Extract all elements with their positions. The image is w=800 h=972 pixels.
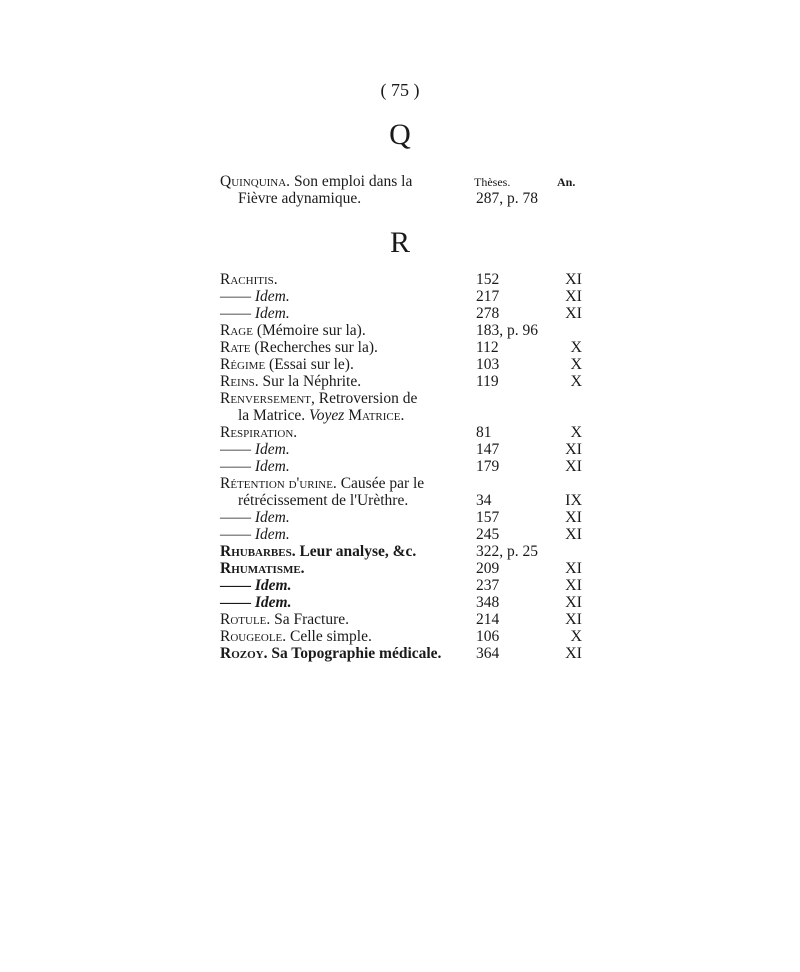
entry-volume: XI — [565, 305, 582, 322]
index-entry-retention — [220, 475, 590, 492]
entry-these-number: 106 — [476, 628, 500, 645]
entry-head: Rhubarbes. — [220, 543, 296, 560]
entry-dash: —— — [220, 577, 251, 594]
entry-volume: XI — [565, 645, 582, 662]
entry-text: Sa Fracture. — [270, 611, 350, 628]
index-entry-rate — [220, 339, 590, 356]
entry-volume: XI — [565, 577, 582, 594]
entry-dash: —— — [220, 441, 251, 458]
entry-volume: X — [570, 373, 582, 390]
entry-text: Fièvre adynamique. — [238, 190, 362, 207]
entry-volume: XI — [565, 441, 582, 458]
entry-these-number: 214 — [476, 611, 500, 628]
index-entry-idem — [220, 305, 590, 322]
entry-head: Rage — [220, 322, 253, 339]
entry-text: Celle simple. — [286, 628, 372, 645]
entry-these-number: 217 — [476, 288, 500, 305]
index-entry-renversement — [220, 390, 590, 407]
entry-text: Idem. — [251, 441, 290, 458]
entry-volume: XI — [565, 458, 582, 475]
entry-these-number: 147 — [476, 441, 500, 458]
entry-these-number: 287, p. 78 — [476, 190, 538, 207]
entry-volume: X — [570, 424, 582, 441]
section-letter-q: Q — [389, 118, 411, 151]
entry-these-number: 81 — [476, 424, 492, 441]
entry-head: Rachitis. — [220, 271, 278, 288]
entry-head: Quinquina. — [220, 173, 291, 190]
entry-text: Idem. — [251, 458, 290, 475]
entry-text: (Recherches sur la). — [250, 339, 378, 356]
entry-dash: —— — [220, 305, 251, 322]
entry-volume: X — [570, 339, 582, 356]
entry-head: Renversement — [220, 390, 312, 407]
entry-these-number: 348 — [476, 594, 500, 611]
column-header-theses: Thèses. — [474, 175, 511, 189]
entry-text: , Retroversion de — [311, 390, 418, 407]
entry-text: (Essai sur le). — [265, 356, 354, 373]
entry-these-number: 179 — [476, 458, 500, 475]
entry-head: Rougeole. — [220, 628, 287, 645]
index-entry-idem — [220, 288, 590, 305]
page-number: ( 75 ) — [380, 80, 420, 100]
entry-dash: —— — [220, 458, 251, 475]
index-entry-respiration — [220, 424, 590, 441]
entry-text: Leur analyse, &c. — [295, 543, 417, 560]
entry-volume: IX — [565, 492, 582, 509]
index-entry-rougeole — [220, 628, 590, 645]
entry-volume: XI — [565, 509, 582, 526]
column-header-an: An. — [557, 175, 576, 189]
entry-dash: —— — [220, 594, 251, 611]
index-entry-rachitis — [220, 271, 590, 288]
index-entry-idem — [220, 509, 590, 526]
index-entry-quinquina-cont — [220, 190, 590, 207]
entry-text: rétrécissement de l'Urèthre. — [238, 492, 409, 509]
entry-head: Rate — [220, 339, 251, 356]
index-entry-idem — [220, 594, 590, 611]
entry-volume: XI — [565, 594, 582, 611]
entry-these-number: 209 — [476, 560, 500, 577]
entry-these-number: 322, p. 25 — [476, 543, 538, 560]
entry-text: Idem. — [251, 305, 290, 322]
entry-dash: —— — [220, 509, 251, 526]
entry-head: Rozoy. — [220, 645, 268, 662]
entry-text: Idem. — [251, 594, 292, 611]
index-entry-rhumatisme — [220, 560, 590, 577]
entry-text: la Matrice. — [238, 407, 306, 424]
entry-text: Causée par le — [336, 475, 425, 492]
entry-head: Respiration. — [220, 424, 298, 441]
entry-volume: XI — [565, 288, 582, 305]
entry-dash: —— — [220, 526, 251, 543]
entry-head: Rétention d'urine. — [220, 475, 337, 492]
entry-text: Idem. — [251, 577, 292, 594]
entry-see-reference: Voyez — [309, 407, 345, 424]
index-entry-rotule — [220, 611, 590, 628]
entry-head: Rhumatisme. — [220, 560, 305, 577]
entry-volume: XI — [565, 526, 582, 543]
index-entry-rhubarbes — [220, 543, 590, 560]
entry-these-number: 278 — [476, 305, 500, 322]
entry-head: Rotule. — [220, 611, 271, 628]
index-entry-retention-cont — [220, 492, 590, 509]
entry-volume: X — [570, 628, 582, 645]
entry-cross-reference: Matrice. — [348, 407, 405, 424]
entry-dash: —— — [220, 288, 251, 305]
entry-volume: X — [570, 356, 582, 373]
index-entry-regime — [220, 356, 590, 373]
entry-these-number: 245 — [476, 526, 500, 543]
entry-these-number: 183, p. 96 — [476, 322, 538, 339]
index-entry-idem — [220, 441, 590, 458]
index-entry-idem — [220, 458, 590, 475]
entry-these-number: 157 — [476, 509, 500, 526]
entry-text: Idem. — [251, 526, 290, 543]
section-letter-r: R — [389, 226, 410, 259]
entry-volume: XI — [565, 271, 582, 288]
index-entry-idem — [220, 577, 590, 594]
entry-these-number: 103 — [476, 356, 500, 373]
entry-these-number: 237 — [476, 577, 500, 594]
entry-these-number: 119 — [476, 373, 499, 390]
entry-volume: XI — [565, 560, 582, 577]
entry-text: Sur la Néphrite. — [258, 373, 362, 390]
index-entry-renversement-cont — [220, 407, 590, 424]
entry-these-number: 112 — [476, 339, 499, 356]
index-entry-rozoy — [220, 645, 590, 662]
index-entry-idem — [220, 526, 590, 543]
entry-text: (Mémoire sur la). — [252, 322, 366, 339]
entry-these-number: 152 — [476, 271, 500, 288]
index-entry-quinquina — [220, 173, 590, 190]
entry-these-number: 364 — [476, 645, 500, 662]
entry-text: Idem. — [251, 288, 290, 305]
index-entry-rage — [220, 322, 590, 339]
entry-head: Régime — [220, 356, 266, 373]
entry-text: Idem. — [251, 509, 290, 526]
entry-text: Sa Topographie médicale. — [267, 645, 442, 662]
entry-head: Reins. — [220, 373, 259, 390]
index-entry-reins — [220, 373, 590, 390]
entry-these-number: 34 — [476, 492, 492, 509]
entry-text: Son emploi dans la — [290, 173, 413, 190]
entry-volume: XI — [565, 611, 582, 628]
